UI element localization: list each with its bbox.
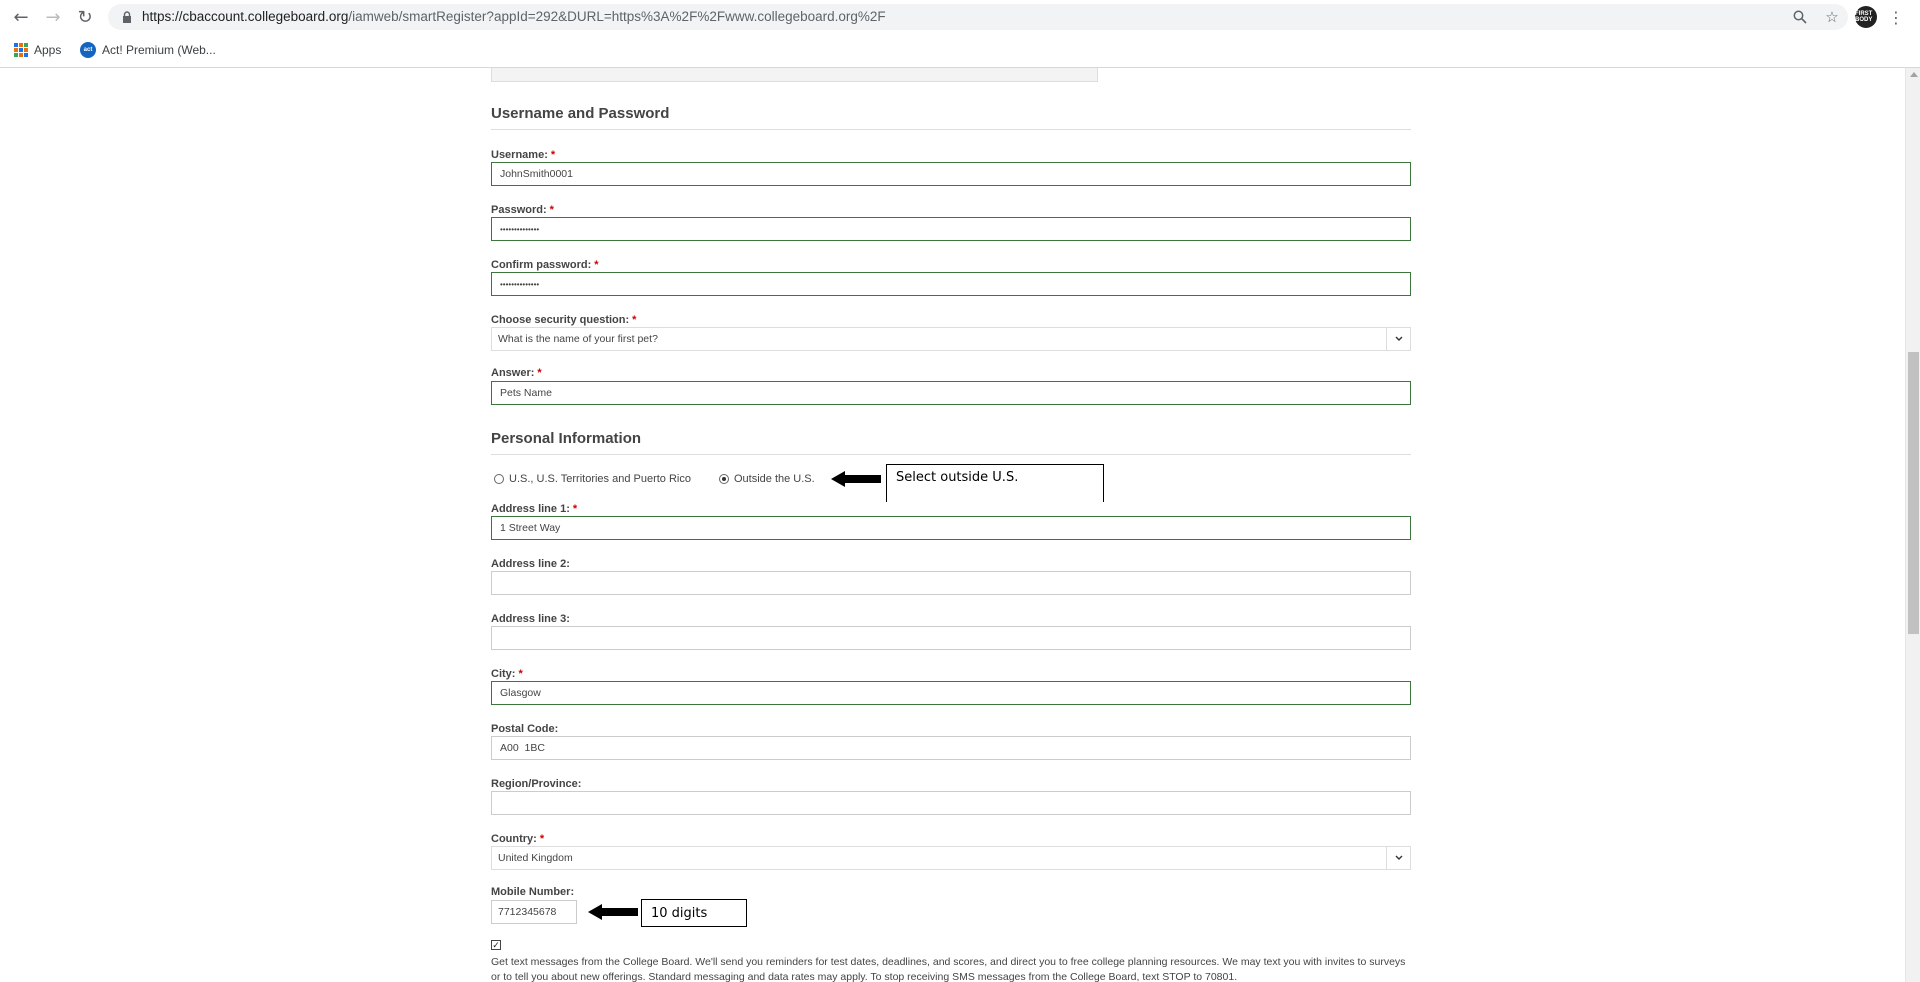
region-input[interactable] xyxy=(491,791,1411,815)
section-title-personal: Personal Information xyxy=(491,430,642,447)
back-icon[interactable]: ← xyxy=(13,6,29,28)
bookmark-apps[interactable] xyxy=(14,38,61,62)
security-question-select[interactable] xyxy=(491,327,1411,351)
apps-grid-icon xyxy=(14,43,28,57)
url-host: https://cbaccount.collegeboard.org xyxy=(142,9,349,24)
bookmark-apps-label: Apps xyxy=(34,43,62,57)
sms-optin-text: Get text messages from the College Board. We'll send you reminders for test dates, deadlines, and scores, and direct you to free college planning resources. We may text you with invites to surveys or to tell you about new offerings. Standard messaging and data rates may apply. To stop receiving SMS messages from the College Board, text STOP to 70801. xyxy=(491,956,1406,982)
security-question-label: Choose security question: * xyxy=(491,314,637,326)
page-scrollbar[interactable] xyxy=(1905,68,1920,982)
city-input[interactable]: Glasgow xyxy=(491,681,1411,705)
username-label: Username: * xyxy=(491,149,556,161)
scroll-thumb[interactable] xyxy=(1908,352,1919,634)
page-content xyxy=(0,68,1905,982)
address-bar[interactable] xyxy=(108,4,1848,30)
section-title-credentials: Username and Password xyxy=(491,105,670,122)
address3-label: Address line 3: xyxy=(491,613,570,625)
mobile-input[interactable]: 7712345678 xyxy=(491,900,577,924)
sms-optin-checkbox[interactable]: ✓ xyxy=(492,940,500,950)
bookmarks-bar xyxy=(0,38,1920,62)
lock-icon xyxy=(122,11,132,23)
confirm-password-input[interactable]: •••••••••••••• xyxy=(491,272,1411,296)
annotation-mobile-digits: 10 digits xyxy=(641,899,747,927)
browser-chrome xyxy=(0,0,1920,68)
country-label: Country: * xyxy=(491,833,545,845)
arrow-left-icon xyxy=(831,469,883,489)
bookmark-act-label: Act! Premium (Web... xyxy=(102,43,216,57)
section-divider xyxy=(491,454,1411,455)
answer-input[interactable]: Pets Name xyxy=(491,381,1411,405)
forward-icon[interactable]: → xyxy=(45,6,61,28)
location-radio-group xyxy=(494,472,815,486)
mobile-label: Mobile Number: xyxy=(491,886,575,898)
postal-code-input[interactable]: A00 1BC xyxy=(491,736,1411,760)
profile-avatar[interactable] xyxy=(1855,6,1877,28)
postal-code-label: Postal Code: xyxy=(491,723,559,735)
address1-label: Address line 1: * xyxy=(491,503,578,515)
radio-outside-label: Outside the U.S. xyxy=(733,473,815,485)
chevron-down-icon[interactable] xyxy=(1386,328,1410,350)
password-label: Password: * xyxy=(491,204,554,216)
bookmark-star-icon[interactable]: ☆ xyxy=(1825,8,1839,26)
radio-outside-us[interactable] xyxy=(719,474,729,484)
profile-initials: FIRST BODY xyxy=(1855,11,1873,23)
chevron-down-icon[interactable] xyxy=(1386,847,1410,869)
bookmark-act[interactable] xyxy=(80,38,216,62)
annotation-select-outside: Select outside U.S. xyxy=(886,464,1104,502)
region-label: Region/Province: xyxy=(491,778,582,790)
browser-toolbar xyxy=(0,0,1920,34)
url-path: /iamweb/smartRegister?appId=292&DURL=https%3A%2F%2Fwww.collegeboard.org%2F xyxy=(348,9,886,24)
radio-us[interactable] xyxy=(494,474,504,484)
security-question-value: What is the name of your first pet? xyxy=(498,333,658,345)
country-value: United Kingdom xyxy=(498,852,573,864)
section-divider xyxy=(491,129,1411,130)
menu-dots-icon[interactable]: ⋮ xyxy=(1888,7,1904,27)
act-logo-icon: act xyxy=(80,42,96,58)
country-select[interactable] xyxy=(491,846,1411,870)
confirm-password-label: Confirm password: * xyxy=(491,259,599,271)
reload-icon[interactable]: ↻ xyxy=(77,6,93,28)
username-input[interactable]: JohnSmith0001 xyxy=(491,162,1411,186)
arrow-left-icon xyxy=(588,902,640,922)
answer-label: Answer: * xyxy=(491,367,542,379)
url-text xyxy=(142,9,886,24)
password-input[interactable]: •••••••••••••• xyxy=(491,217,1411,241)
scroll-up-icon[interactable] xyxy=(1910,72,1918,77)
previous-section-remnant xyxy=(491,68,1098,82)
zoom-icon[interactable] xyxy=(1790,7,1810,27)
address1-input[interactable]: 1 Street Way xyxy=(491,516,1411,540)
address2-input[interactable] xyxy=(491,571,1411,595)
address2-label: Address line 2: xyxy=(491,558,570,570)
address3-input[interactable] xyxy=(491,626,1411,650)
radio-us-label: U.S., U.S. Territories and Puerto Rico xyxy=(509,473,691,485)
city-label: City: * xyxy=(491,668,523,680)
